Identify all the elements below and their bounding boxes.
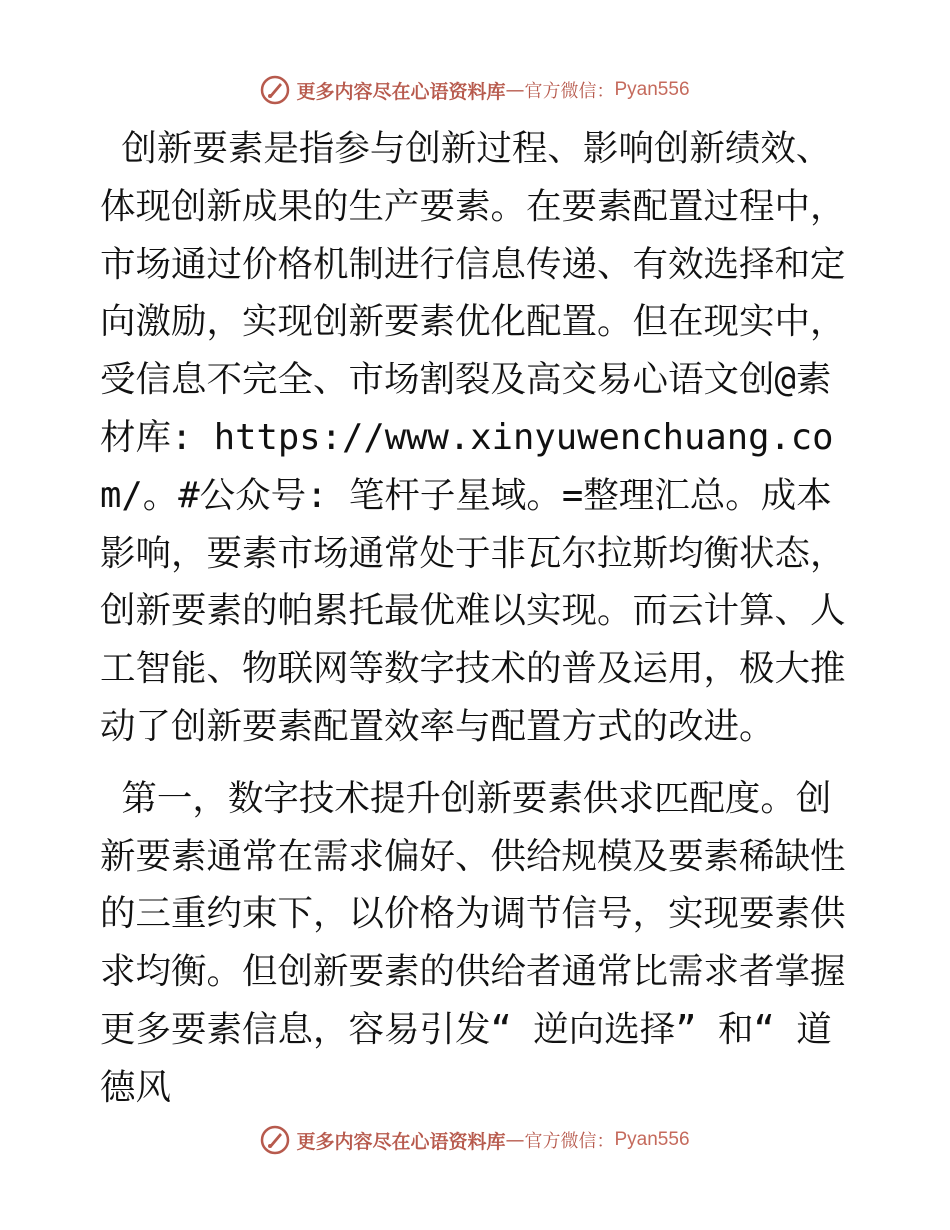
paragraph-1: 创新要素是指参与创新过程、影响创新绩效、体现创新成果的生产要素。在要素配置过程中，市场通过价格机制进行信息传递、有效选择和定向激励，实现创新要素优化配置。但在现实中，受信息不完全、市场割裂及高交易心语文创@素材库: https://www.xinyuwenchuang.com/。#公众号: 笔杆子星域。=整理汇总。成本影响，要素市场通常处于非瓦尔拉斯均衡状态，创新要素的帕累托最优难以实现。而云计算、人工智能、物联网等数字技术的普及运用，极大推动了创新要素配置效率与配置方式的改进。 bbox=[100, 128, 846, 747]
watermark-wechat-id: Pyan556 bbox=[614, 79, 690, 100]
watermark-main-text: 更多内容尽在心语资料库 bbox=[296, 1130, 506, 1153]
quill-seal-icon bbox=[260, 75, 290, 105]
watermark-wechat-label: 官方微信： bbox=[524, 81, 615, 102]
watermark-separator: — bbox=[505, 79, 525, 101]
header-watermark bbox=[0, 70, 950, 110]
document-body bbox=[100, 120, 852, 1117]
watermark-separator: — bbox=[505, 1129, 525, 1151]
quill-seal-icon bbox=[260, 1125, 290, 1155]
paragraph-2: 第一，数字技术提升创新要素供求匹配度。创新要素通常在需求偏好、供给规模及要素稀缺性的三重约束下，以价格为调节信号，实现要素供求均衡。但创新要素的供给者通常比需求者掌握更多要素信息，容易引发“ 逆向选择” 和“ 道德风 bbox=[100, 777, 846, 1108]
watermark-main-text: 更多内容尽在心语资料库 bbox=[296, 80, 506, 103]
watermark-wechat-label: 官方微信： bbox=[524, 1131, 615, 1152]
watermark-wechat-id: Pyan556 bbox=[614, 1129, 690, 1150]
footer-watermark bbox=[0, 1120, 950, 1160]
